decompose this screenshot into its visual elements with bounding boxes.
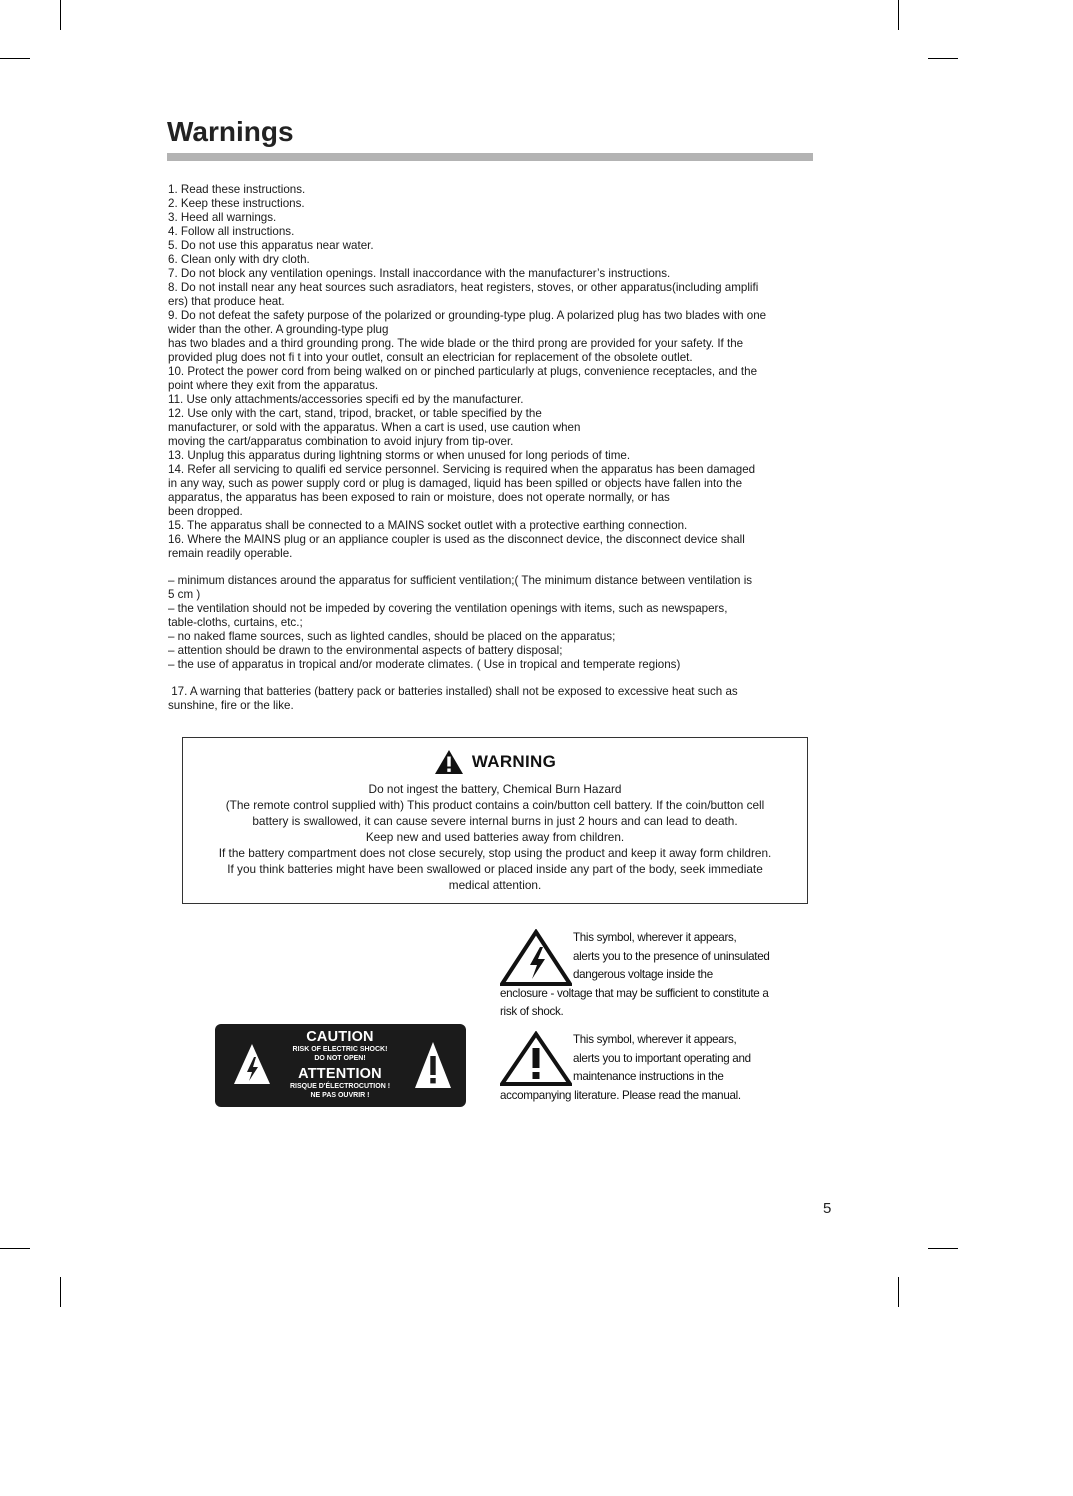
crop-mark <box>60 0 61 30</box>
ventilation-note-line: 5 cm ) <box>168 588 201 601</box>
warning-line: Keep new and used batteries away from children. <box>365 830 625 844</box>
instruction-line: 15. The apparatus shall be connected to a MAINS socket outlet with a protective earthing connection. <box>168 519 688 532</box>
battery-note-line: sunshine, fire or the like. <box>168 699 294 712</box>
symbol-text-line: risk of shock. <box>500 1005 564 1018</box>
instruction-line: 5. Do not use this apparatus near water. <box>168 239 374 252</box>
exclamation-symbol-note <box>500 1031 800 1105</box>
symbol-text-line: This symbol, wherever it appears, <box>573 931 737 944</box>
ventilation-note-line: – minimum distances around the apparatus for sufficient ventilation;( The minimum distance between ventilation is <box>168 574 753 587</box>
ventilation-note-line: – no naked flame sources, such as lighted candles, should be placed on the apparatus; <box>168 630 616 643</box>
instruction-line: provided plug does not fi t into your outlet, consult an electrician for replacement of the obsolete outlet. <box>168 351 693 364</box>
instruction-line: 4. Follow all instructions. <box>168 225 295 238</box>
symbol-text-line: maintenance instructions in the <box>573 1070 724 1083</box>
instruction-line: moving the cart/apparatus combination to avoid injury from tip-over. <box>168 435 514 448</box>
instructions-text <box>168 183 834 713</box>
caution-subtext: DO NOT OPEN! <box>314 1055 366 1062</box>
symbol-text-line: alerts you to important operating and <box>573 1051 751 1065</box>
instructions-list <box>168 183 834 561</box>
caution-heading: CAUTION <box>306 1029 374 1045</box>
battery-warning-box <box>182 737 808 904</box>
warning-heading <box>183 749 807 775</box>
symbol-text-line: dangerous voltage inside the <box>573 968 713 981</box>
warning-triangle-icon <box>434 749 464 775</box>
warning-line: battery is swallowed, it can cause severe internal burns in just 2 hours and can lead to death. <box>252 814 738 828</box>
caution-label <box>215 1024 466 1107</box>
shock-symbol-note <box>500 929 800 1022</box>
ventilation-note-line: table-cloths, curtains, etc.; <box>168 616 303 629</box>
warning-line: Do not ingest the battery, Chemical Burn Hazard <box>368 782 622 796</box>
instruction-line: 6. Clean only with dry cloth. <box>168 253 310 266</box>
page-title: Warnings <box>167 116 294 147</box>
battery-note <box>168 685 834 713</box>
symbol-text-line: alerts you to the presence of uninsulated <box>573 949 770 963</box>
attention-subtext: NE PAS OUVRIR ! <box>310 1092 370 1099</box>
warning-title: WARNING <box>471 752 557 771</box>
instruction-line: point where they exit from the apparatus. <box>168 379 379 392</box>
symbol-text-line: enclosure - voltage that may be sufficient to constitute a <box>500 986 769 1000</box>
ventilation-note-line: – attention should be drawn to the environmental aspects of battery disposal; <box>168 644 563 657</box>
page-number: 5 <box>823 1200 832 1217</box>
attention-subtext: RISQUE D'ÉLECTROCUTION ! <box>289 1083 391 1090</box>
warning-line: (The remote control supplied with) This product contains a coin/button cell battery. If the coin/button cell <box>225 798 765 812</box>
instruction-line: been dropped. <box>168 505 243 518</box>
instruction-line: 3. Heed all warnings. <box>168 211 277 224</box>
warning-line: medical attention. <box>448 878 542 892</box>
warning-line: If the battery compartment does not close securely, stop using the product and keep it away form children. <box>218 846 772 860</box>
instruction-line: 2. Keep these instructions. <box>168 197 305 210</box>
instruction-line: manufacturer, or sold with the apparatus. When a cart is used, use caution when <box>168 421 581 434</box>
caution-label-text <box>277 1030 403 1100</box>
instruction-line: 10. Protect the power cord from being walked on or pinched particularly at plugs, convenience receptacles, and the <box>168 365 758 378</box>
crop-mark <box>928 1248 958 1249</box>
lightning-triangle-icon <box>233 1043 271 1085</box>
exclamation-triangle-icon <box>500 1031 572 1087</box>
instruction-line: 13. Unplug this apparatus during lightning storms or when unused for long periods of time. <box>168 449 631 462</box>
instruction-line: remain readily operable. <box>168 547 293 560</box>
lightning-triangle-icon <box>500 929 572 987</box>
ventilation-note-line: – the use of apparatus in tropical and/or moderate climates. ( Use in tropical and temperate regions) <box>168 658 681 671</box>
battery-note-line: 17. A warning that batteries (battery pack or batteries installed) shall not be exposed to excessive heat such as <box>168 685 738 698</box>
instruction-line: apparatus, the apparatus has been exposed to rain or moisture, does not operate normally, or has <box>168 491 670 504</box>
crop-mark <box>898 0 899 30</box>
symbol-text-line: accompanying literature. Please read the manual. <box>500 1088 741 1102</box>
caution-subtext: RISK OF ELECTRIC SHOCK! <box>292 1046 388 1053</box>
instruction-line: 1. Read these instructions. <box>168 183 306 196</box>
instruction-line: has two blades and a third grounding prong. The wide blade or the third prong are provided for your safety. If the <box>168 337 744 350</box>
instruction-line: in any way, such as power supply cord or plug is damaged, liquid has been spilled or objects have fallen into the <box>168 477 743 490</box>
instruction-line: 12. Use only with the cart, stand, tripod, bracket, or table specified by the <box>168 407 542 420</box>
crop-mark <box>928 58 958 59</box>
instruction-line: 8. Do not install near any heat sources such asradiators, heat registers, stoves, or other apparatus(including amplifi <box>168 281 759 294</box>
symbol-text-line: This symbol, wherever it appears, <box>573 1033 737 1046</box>
exclamation-triangle-icon <box>414 1041 452 1089</box>
instruction-line: 7. Do not block any ventilation openings. Install inaccordance with the manufacturer’s instructions. <box>168 267 671 280</box>
attention-heading: ATTENTION <box>298 1066 382 1082</box>
crop-mark <box>0 58 30 59</box>
ventilation-note-line: – the ventilation should not be impeded by covering the ventilation openings with items, such as newspapers, <box>168 602 728 615</box>
crop-mark <box>898 1277 899 1307</box>
instruction-line: ers) that produce heat. <box>168 295 285 308</box>
instruction-line: 11. Use only attachments/accessories specifi ed by the manufacturer. <box>168 393 524 406</box>
title-underline-bar <box>167 153 813 161</box>
warning-text <box>183 781 807 893</box>
instruction-line: wider than the other. A grounding-type plug <box>168 323 389 336</box>
warning-line: If you think batteries might have been swallowed or placed inside any part of the body, seek immediate <box>227 862 763 876</box>
crop-mark <box>0 1248 30 1249</box>
crop-mark <box>60 1277 61 1307</box>
instruction-line: 9. Do not defeat the safety purpose of the polarized or grounding-type plug. A polarized plug has two blades with one <box>168 309 767 322</box>
instruction-line: 16. Where the MAINS plug or an appliance coupler is used as the disconnect device, the disconnect device shall <box>168 533 745 546</box>
ventilation-notes <box>168 574 834 672</box>
instruction-line: 14. Refer all servicing to qualifi ed service personnel. Servicing is required when the apparatus has been damaged <box>168 463 756 476</box>
